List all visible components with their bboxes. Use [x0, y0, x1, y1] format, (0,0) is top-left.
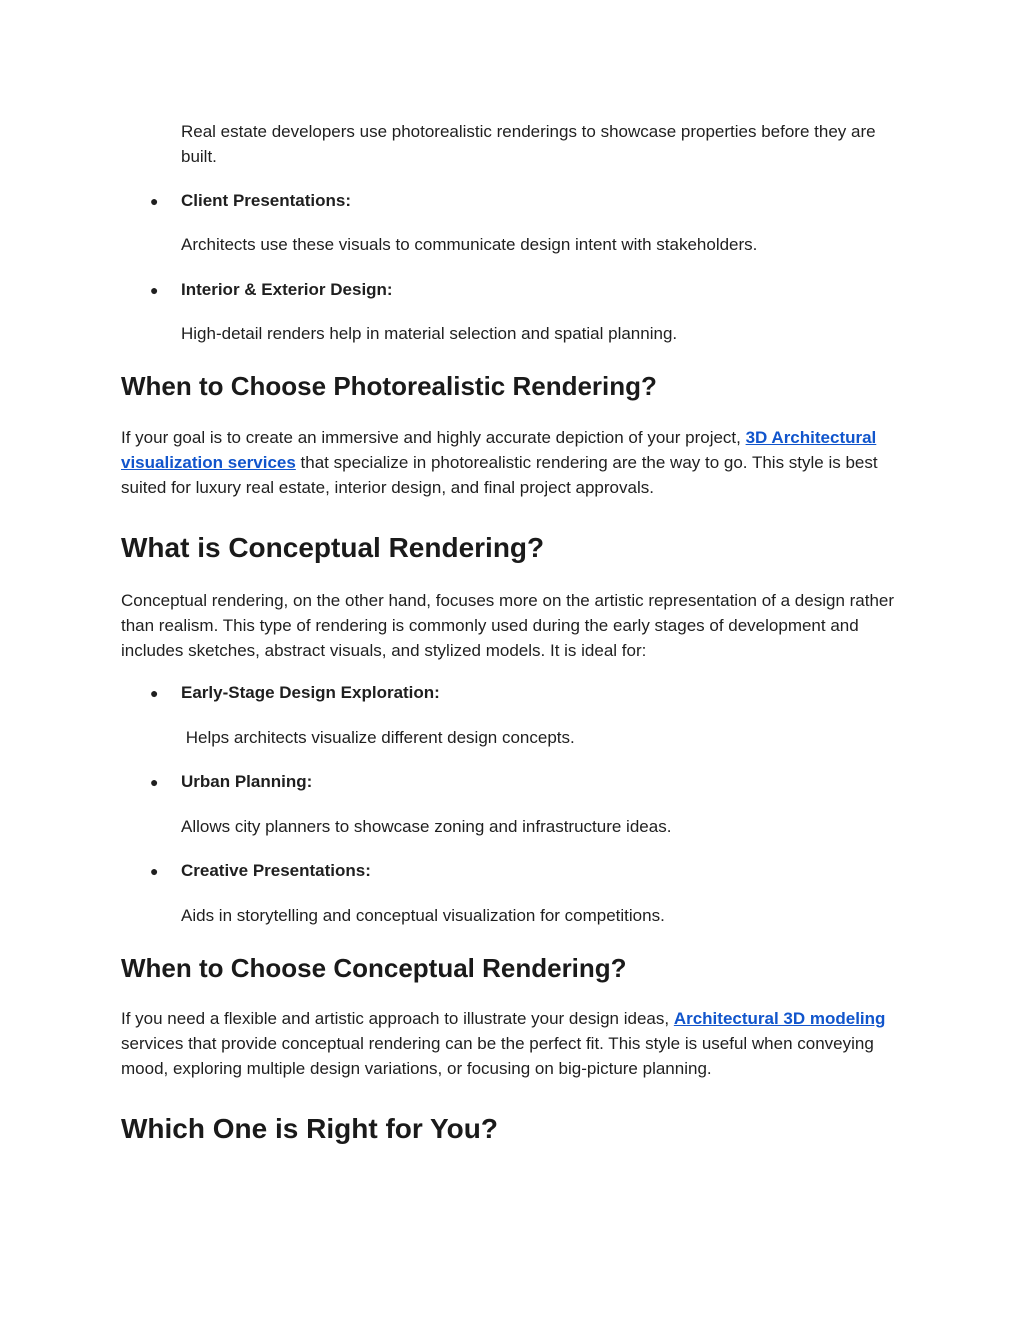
bullet-item-urban-planning: [150, 769, 312, 795]
bullet-item-interior-exterior-design: [150, 277, 393, 303]
paragraph-conceptual: Conceptual rendering, on the other hand, focuses more on the artistic representation of a design rather than realism. This type of rendering is commonly used during the early stages of development and includes sketches, abstract visuals, and stylized models. It is ideal for:: [121, 591, 895, 660]
paragraph-text: that specialize in photorealistic rendering are the way to go. This style is best suited for luxury real estate, interior design, and final project approvals.: [121, 453, 878, 497]
bullet-label: Client Presentations:: [181, 191, 352, 210]
bullet-item-client-presentations: [150, 188, 351, 214]
paragraph-conceptual-choose: [121, 1006, 911, 1081]
section-heading-photorealistic-choose: When to Choose Photorealistic Rendering?: [121, 371, 657, 401]
bullet-description: High-detail renders help in material selection and spatial planning.: [181, 324, 678, 343]
bullet-icon: ●: [150, 863, 159, 879]
bullet-label: Early-Stage Design Exploration:: [181, 683, 440, 702]
bullet-description: Architects use these visuals to communicate design intent with stakeholders.: [181, 235, 758, 254]
bullet-label: Creative Presentations:: [181, 861, 371, 880]
bullet-icon: ●: [150, 774, 159, 790]
paragraph-text: services that provide conceptual rendering can be the perfect fit. This style is useful when conveying mood, exploring multiple design variations, or focusing on big-picture planning.: [121, 1034, 874, 1078]
bullet-description: Allows city planners to showcase zoning and infrastructure ideas.: [181, 817, 672, 836]
section-heading-conceptual: What is Conceptual Rendering?: [121, 532, 545, 563]
bullet-description: Aids in storytelling and conceptual visualization for competitions.: [181, 906, 665, 925]
paragraph-text: If you need a flexible and artistic approach to illustrate your design ideas,: [121, 1009, 674, 1028]
paragraph-photorealistic-choose: [121, 425, 911, 500]
section-heading-which-one: Which One is Right for You?: [121, 1113, 498, 1144]
bullet-label: Interior & Exterior Design:: [181, 280, 393, 299]
section-heading-conceptual-choose: When to Choose Conceptual Rendering?: [121, 953, 627, 983]
intro-paragraph: Real estate developers use photorealistic renderings to showcase properties before they are built.: [181, 122, 876, 166]
bullet-item-creative-presentations: [150, 858, 371, 884]
link-architectural-3d-modeling[interactable]: Architectural 3D modeling: [673, 1009, 886, 1028]
bullet-icon: ●: [150, 193, 159, 209]
bullet-label: Urban Planning:: [181, 772, 313, 791]
bullet-description: Helps architects visualize different design concepts.: [181, 728, 575, 747]
bullet-icon: ●: [150, 282, 159, 298]
bullet-item-early-stage-design: [150, 680, 440, 706]
link-3d-architectural-visualization-services[interactable]: 3D Architectural visualization services: [121, 428, 877, 472]
bullet-icon: ●: [150, 685, 159, 701]
paragraph-text: If your goal is to create an immersive and highly accurate depiction of your project,: [121, 428, 746, 447]
